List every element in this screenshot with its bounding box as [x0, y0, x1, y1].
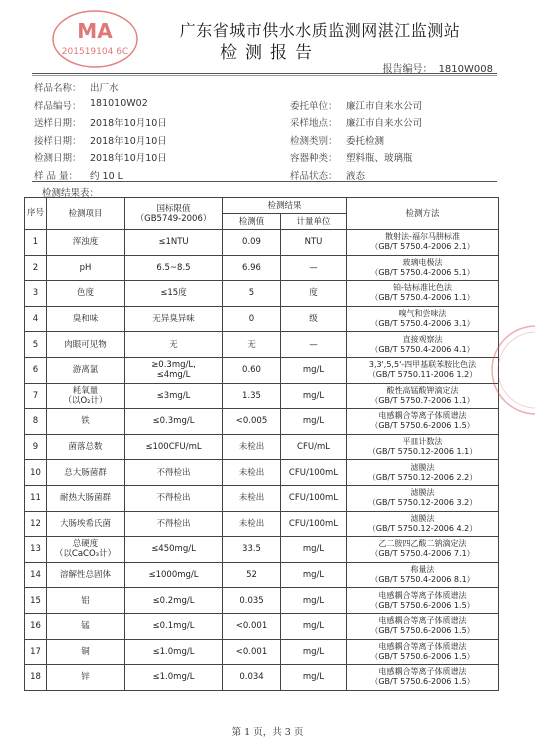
- cell-value: 0.035: [223, 588, 281, 614]
- table-row: [25, 511, 499, 537]
- cell-limit: 不得检出: [125, 485, 223, 511]
- info-value: 出厂水: [90, 83, 119, 94]
- cell-limit: ≤1.0mg/L: [125, 665, 223, 691]
- cell-no: 11: [25, 485, 47, 511]
- cell-limit: ≤3mg/L: [125, 383, 223, 409]
- cell-item: 铁: [47, 409, 125, 435]
- info-value: 2018年10月10日: [90, 135, 167, 147]
- cell-method: 滤膜法 （GB/T 5750.12-2006 2.2）: [347, 460, 499, 486]
- cell-unit: mg/L: [281, 357, 347, 383]
- info-label: 检测日期：: [34, 153, 82, 165]
- cell-value: 未检出: [223, 511, 281, 537]
- cell-item: 铝: [47, 588, 125, 614]
- info-label: 检测类别：: [290, 135, 338, 147]
- cell-unit: mg/L: [281, 562, 347, 588]
- seal-stamp-icon: [486, 320, 535, 420]
- info-value: 廉江市自来水公司: [346, 100, 423, 112]
- info-label: 接样日期：: [34, 135, 82, 147]
- cell-limit: ≤0.3mg/L: [125, 409, 223, 435]
- results-label: 检测结果表：: [42, 188, 100, 199]
- cell-method: 平皿计数法 （GB/T 5750.12-2006 1.1）: [347, 434, 499, 460]
- cell-no: 18: [25, 665, 47, 691]
- cell-no: 12: [25, 511, 47, 537]
- info-value: 塑料瓶、玻璃瓶: [346, 153, 413, 165]
- header-result-group: 检测结果: [223, 198, 347, 214]
- cell-no: 10: [25, 460, 47, 486]
- cell-no: 8: [25, 409, 47, 435]
- cell-unit: mg/L: [281, 383, 347, 409]
- cell-value: 未检出: [223, 460, 281, 486]
- cell-limit: 无异臭异味: [125, 306, 223, 332]
- info-label: 委托单位：: [290, 100, 338, 112]
- header-no: 序号: [25, 198, 47, 230]
- cell-unit: mg/L: [281, 639, 347, 665]
- cell-no: 17: [25, 639, 47, 665]
- cell-method: 直接观察法 （GB/T 5750.4-2006 4.1）: [347, 332, 499, 358]
- cell-unit: CFU/100mL: [281, 485, 347, 511]
- cell-unit: NTU: [281, 230, 347, 256]
- cell-method: 电感耦合等离子体质谱法 （GB/T 5750.6-2006 1.5）: [347, 409, 499, 435]
- cell-no: 4: [25, 306, 47, 332]
- cell-limit: ≤0.2mg/L: [125, 588, 223, 614]
- cell-no: 14: [25, 562, 47, 588]
- sample-info: [34, 80, 504, 186]
- cell-item: 色度: [47, 281, 125, 307]
- table-row: [25, 357, 499, 383]
- cell-method: 电感耦合等离子体质谱法 （GB/T 5750.6-2006 1.5）: [347, 588, 499, 614]
- info-value: 液态: [346, 170, 366, 182]
- table-row: [25, 485, 499, 511]
- cell-no: 5: [25, 332, 47, 358]
- table-row: [25, 383, 499, 409]
- info-row: [34, 98, 504, 116]
- info-value: 2018年10月10日: [90, 118, 167, 130]
- cell-value: 52: [223, 562, 281, 588]
- cell-item: 浑浊度: [47, 230, 125, 256]
- cell-no: 3: [25, 281, 47, 307]
- header-method: 检测方法: [347, 198, 499, 230]
- cell-method: 称量法 （GB/T 5750.4-2006 8.1）: [347, 562, 499, 588]
- cell-unit: mg/L: [281, 613, 347, 639]
- cell-unit: mg/L: [281, 409, 347, 435]
- cell-item: 臭和味: [47, 306, 125, 332]
- cell-unit: mg/L: [281, 537, 347, 563]
- header-rule: [32, 73, 497, 74]
- cell-no: 1: [25, 230, 47, 256]
- cell-value: 0.09: [223, 230, 281, 256]
- cell-method: 电感耦合等离子体质谱法 （GB/T 5750.6-2006 1.5）: [347, 639, 499, 665]
- info-value: 约 10 L: [90, 170, 123, 182]
- table-row: [25, 562, 499, 588]
- table-row: [25, 306, 499, 332]
- cell-item: 耐热大肠菌群: [47, 485, 125, 511]
- cell-item: 游离氯: [47, 357, 125, 383]
- cell-method: 乙二胺四乙酸二钠滴定法 （GB/T 5750.4-2006 7.1）: [347, 537, 499, 563]
- cell-limit: 6.5~8.5: [125, 255, 223, 281]
- cell-item: 总硬度 （以CaCO₃计）: [47, 537, 125, 563]
- cell-value: 无: [223, 332, 281, 358]
- cell-unit: 度: [281, 281, 347, 307]
- cell-unit: —: [281, 255, 347, 281]
- results-table: [24, 197, 499, 691]
- cell-item: 锌: [47, 665, 125, 691]
- cell-limit: ≤100CFU/mL: [125, 434, 223, 460]
- cell-value: <0.001: [223, 639, 281, 665]
- table-row: [25, 613, 499, 639]
- info-row: [34, 150, 504, 168]
- cell-value: 未检出: [223, 485, 281, 511]
- report-number-label: 报告编号：: [382, 64, 433, 75]
- cell-value: 0: [223, 306, 281, 332]
- cell-unit: 级: [281, 306, 347, 332]
- cell-value: <0.001: [223, 613, 281, 639]
- info-rule: [32, 181, 497, 182]
- cell-method: 嗅气和尝味法 （GB/T 5750.4-2006 3.1）: [347, 306, 499, 332]
- cell-no: 16: [25, 613, 47, 639]
- info-row: [34, 115, 504, 133]
- table-row: [25, 639, 499, 665]
- cell-method: 电感耦合等离子体质谱法 （GB/T 5750.6-2006 1.5）: [347, 613, 499, 639]
- cell-no: 9: [25, 434, 47, 460]
- stamp-code: 201519104 6C: [61, 47, 129, 57]
- table-row: [25, 281, 499, 307]
- cell-value: 5: [223, 281, 281, 307]
- cell-method: 散射法-福尔马肼标准 （GB/T 5750.4-2006 2.1）: [347, 230, 499, 256]
- info-label: 样品编号：: [34, 100, 82, 112]
- header-unit: 计量单位: [281, 214, 347, 230]
- info-label: 样 品 量：: [34, 170, 79, 182]
- cell-method: 滤膜法 （GB/T 5750.12-2006 4.2）: [347, 511, 499, 537]
- info-value: 2018年10月10日: [90, 153, 167, 165]
- cell-no: 2: [25, 255, 47, 281]
- table-row: [25, 588, 499, 614]
- info-label: 样品名称：: [34, 83, 82, 94]
- cell-item: pH: [47, 255, 125, 281]
- cell-unit: —: [281, 332, 347, 358]
- cell-method: 酸性高锰酸钾滴定法 （GB/T 5750.7-2006 1.1）: [347, 383, 499, 409]
- cell-value: 33.5: [223, 537, 281, 563]
- cell-item: 耗氧量 （以O₂计）: [47, 383, 125, 409]
- cell-unit: CFU/100mL: [281, 511, 347, 537]
- info-label: 送样日期：: [34, 118, 82, 130]
- info-row: [34, 133, 504, 151]
- header-limit: 国标限值 （GB5749-2006）: [125, 198, 223, 230]
- cell-limit: 不得检出: [125, 511, 223, 537]
- cell-item: 铜: [47, 639, 125, 665]
- cell-item: 总大肠菌群: [47, 460, 125, 486]
- cell-limit: ≤0.1mg/L: [125, 613, 223, 639]
- table-row: [25, 537, 499, 563]
- page-footer: 第 1 页，共 3 页: [231, 727, 304, 738]
- cell-limit: 不得检出: [125, 460, 223, 486]
- cell-method: 铂-钴标准比色法 （GB/T 5750.4-2006 1.1）: [347, 281, 499, 307]
- info-row: [34, 168, 504, 186]
- cell-value: 0.034: [223, 665, 281, 691]
- info-label: 采样地点：: [290, 118, 338, 130]
- report-number-value: 1810W008: [438, 64, 493, 75]
- report-subtitle: 检测报告: [220, 43, 320, 63]
- cell-item: 溶解性总固体: [47, 562, 125, 588]
- cell-no: 6: [25, 357, 47, 383]
- info-label: 容器种类：: [290, 153, 338, 165]
- table-row: [25, 434, 499, 460]
- cell-limit: ≤1.0mg/L: [125, 639, 223, 665]
- cell-limit: ≤15度: [125, 281, 223, 307]
- cell-limit: 无: [125, 332, 223, 358]
- cell-value: <0.005: [223, 409, 281, 435]
- cell-item: 锰: [47, 613, 125, 639]
- cell-value: 0.60: [223, 357, 281, 383]
- cell-method: 3,3',5,5'-四甲基联苯胺比色法 （GB/T 5750.11-2006 1.2）: [347, 357, 499, 383]
- cell-method: 滤膜法 （GB/T 5750.12-2006 3.2）: [347, 485, 499, 511]
- table-row: [25, 230, 499, 256]
- info-row: [34, 80, 504, 98]
- table-row: [25, 665, 499, 691]
- cell-limit: ≥0.3mg/L, ≤4mg/L: [125, 357, 223, 383]
- info-value: 委托检测: [346, 135, 385, 147]
- cell-limit: ≤1NTU: [125, 230, 223, 256]
- cell-item: 肉眼可见物: [47, 332, 125, 358]
- info-value: 廉江市自来水公司: [346, 118, 423, 130]
- cell-limit: ≤1000mg/L: [125, 562, 223, 588]
- cell-value: 未检出: [223, 434, 281, 460]
- cell-no: 7: [25, 383, 47, 409]
- cell-limit: ≤450mg/L: [125, 537, 223, 563]
- header-rule-thin: [32, 75, 497, 76]
- info-value: 181010W02: [90, 97, 148, 109]
- cell-no: 13: [25, 537, 47, 563]
- cell-unit: CFU/100mL: [281, 460, 347, 486]
- report-title: 广东省城市供水水质监测网湛江监测站: [179, 21, 461, 40]
- cell-no: 15: [25, 588, 47, 614]
- cell-item: 大肠埃希氏菌: [47, 511, 125, 537]
- header-item: 检测项目: [47, 198, 125, 230]
- cell-unit: CFU/mL: [281, 434, 347, 460]
- table-row: [25, 460, 499, 486]
- cell-method: 电感耦合等离子体质谱法 （GB/T 5750.6-2006 1.5）: [347, 665, 499, 691]
- cell-unit: mg/L: [281, 588, 347, 614]
- table-row: [25, 332, 499, 358]
- header-value: 检测值: [223, 214, 281, 230]
- cell-value: 1.35: [223, 383, 281, 409]
- table-row: [25, 409, 499, 435]
- stamp-letters: MA: [77, 19, 113, 43]
- cell-unit: mg/L: [281, 665, 347, 691]
- cell-method: 玻璃电极法 （GB/T 5750.4-2006 5.1）: [347, 255, 499, 281]
- table-row: [25, 255, 499, 281]
- info-label: 样品状态：: [290, 170, 338, 182]
- cell-item: 菌落总数: [47, 434, 125, 460]
- cell-value: 6.96: [223, 255, 281, 281]
